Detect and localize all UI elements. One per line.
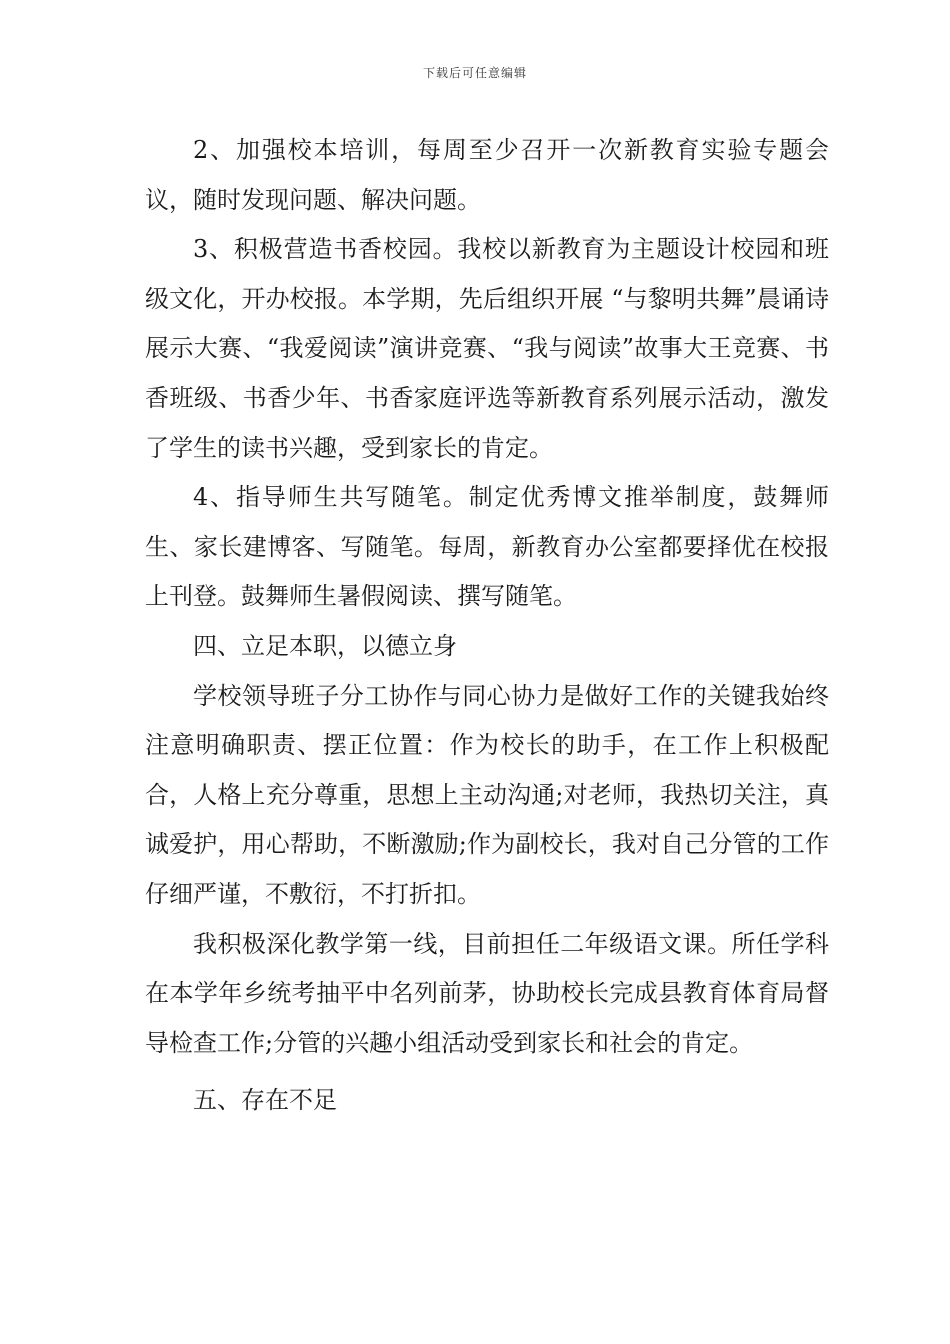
document-body	[145, 126, 829, 1126]
paragraph-school-training: 2、加强校本培训，每周至少召开一次新教育实验专题会议，随时发现问题、解决问题。	[145, 136, 829, 214]
paragraph-teaching: 我积极深化教学第一线，目前担任二年级语文课。所任学科在本学年乡统考抽平中名列前茅，协助校长完成县教育体育局督导检查工作;分管的兴趣小组活动受到家长和社会的肯定。	[145, 929, 829, 1057]
section-heading-four: 四、立足本职，以德立身	[193, 631, 457, 660]
paragraph-writing-essays: 4、指导师生共写随笔。制定优秀博文推举制度，鼓舞师生、家长建博客、写随笔。每周，新教育办公室都要择优在校报上刊登。鼓舞师生暑假阅读、撰写随笔。	[145, 483, 829, 611]
paragraph-leadership: 学校领导班子分工协作与同心协力是做好工作的关键我始终注意明确职责、摆正位置：作为校长的助手，在工作上积极配合，人格上充分尊重，思想上主动沟通;对老师，我热切关注，真诚爱护，用心帮助，不断激励;作为副校长，我对自己分管的工作仔细严谨，不敷衍，不打折扣。	[145, 681, 829, 908]
paragraph-scholarly-campus: 3、积极营造书香校园。我校以新教育为主题设计校园和班级文化，开办校报。本学期，先后组织开展 “与黎明共舞”晨诵诗展示大赛、“我爱阅读”演讲竞赛、“我与阅读”故事大王竞赛、书香班级、书香少年、书香家庭评选等新教育系列展示活动，激发了学生的读书兴趣，受到家长的肯定。	[145, 235, 829, 462]
page-header: 下载后可任意编辑	[422, 66, 527, 80]
section-heading-five: 五、存在不足	[193, 1086, 337, 1115]
